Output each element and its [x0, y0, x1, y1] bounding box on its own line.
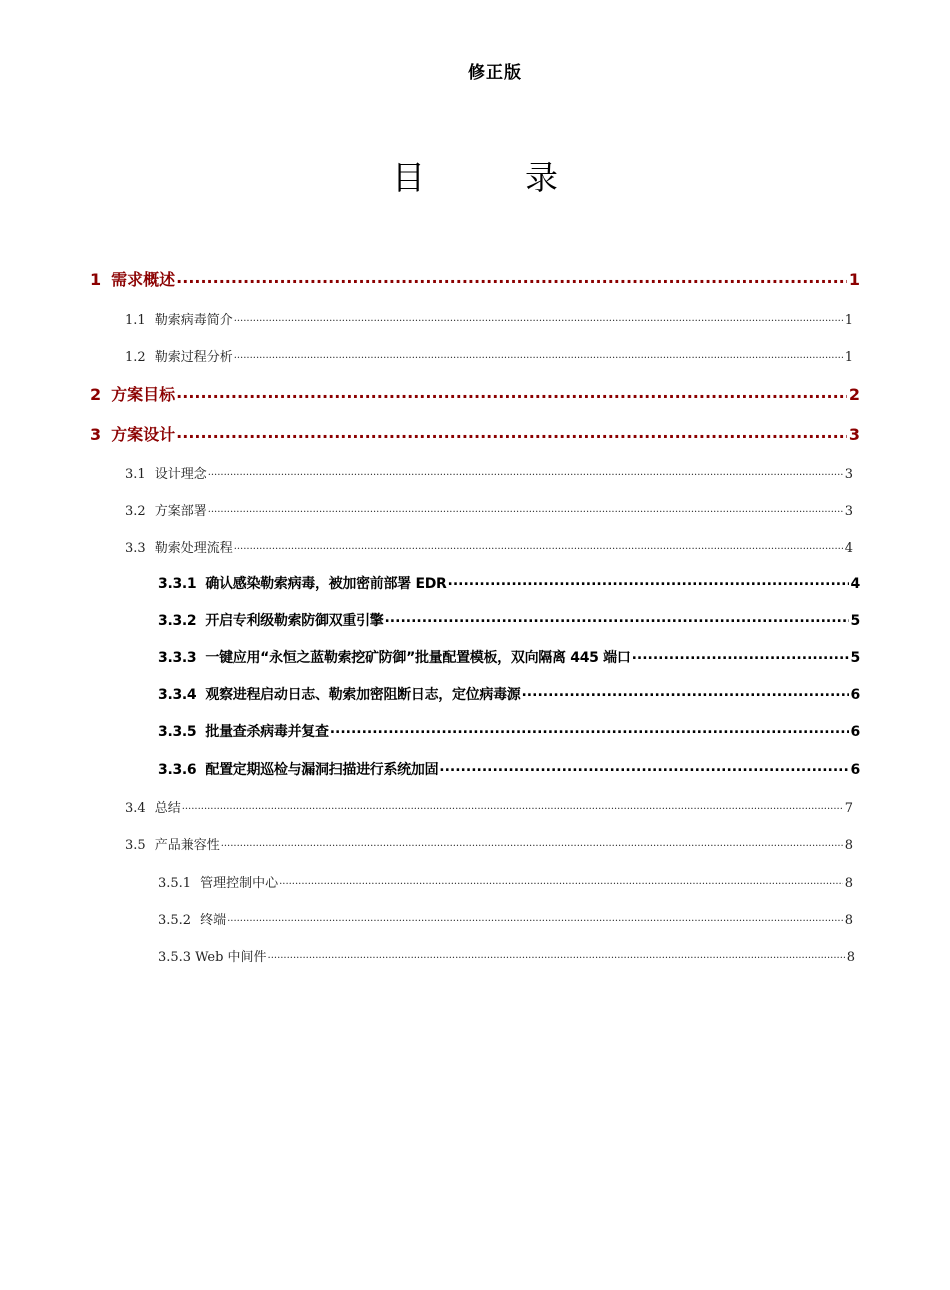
toc-leader-dots	[227, 911, 843, 924]
toc-entry-3-5[interactable]	[125, 834, 853, 853]
toc-heading	[0, 152, 950, 199]
toc-entry-page: 8	[844, 876, 853, 891]
toc-leader-dots	[521, 685, 848, 699]
toc-entry-1-1[interactable]	[125, 309, 853, 328]
toc-entry-text: 总结	[154, 801, 181, 816]
toc-entry-3-3-3[interactable]	[158, 647, 860, 667]
toc-leader-dots	[208, 465, 843, 478]
toc-entry-3-1[interactable]	[125, 463, 853, 482]
toc-entry-text: 确认感染勒索病毒，被加密前部署 EDR	[205, 576, 447, 592]
toc-entry-3-3-4[interactable]	[158, 684, 860, 704]
toc-entry-number: 1.2	[125, 350, 146, 365]
toc-entry-number: 1	[90, 270, 102, 289]
toc-entry-page: 8	[844, 838, 853, 853]
toc-leader-dots	[439, 760, 848, 774]
toc-leader-dots	[448, 574, 849, 588]
toc-leader-dots	[234, 348, 843, 361]
toc-entry-number: 3.5.3	[158, 950, 192, 965]
toc-entry-text: 一键应用“永恒之蓝勒索挖矿防御”批量配置模板，双向隔离 445 端口	[205, 650, 631, 666]
toc-entry-page: 8	[844, 913, 853, 928]
toc-leader-dots	[632, 648, 849, 662]
toc-entry-3-3-6[interactable]	[158, 759, 860, 779]
toc-entry-number: 3	[90, 425, 102, 444]
toc-entry-text: 勒索过程分析	[154, 350, 233, 365]
toc-leader-dots	[268, 948, 845, 961]
toc-entry-page: 3	[848, 425, 860, 444]
toc-heading-right: 录	[525, 158, 558, 197]
toc-entry-3-3-5[interactable]	[158, 721, 860, 741]
toc-leader-dots	[221, 836, 843, 849]
toc-entry-text: 方案设计	[111, 425, 176, 444]
toc-entry-text: 设计理念	[154, 467, 207, 482]
toc-leader-dots	[279, 874, 843, 887]
page-header-title: 修正版	[468, 63, 522, 83]
toc-entry-number: 3.3	[125, 541, 146, 556]
toc-entry-number: 3.4	[125, 801, 146, 816]
toc-entry-text: 产品兼容性	[154, 838, 220, 853]
toc-entry-text: 开启专利级勒索防御双重引擎	[205, 613, 384, 629]
toc-entry-3-2[interactable]	[125, 500, 853, 519]
toc-entry-number: 3.5.1	[158, 876, 192, 891]
toc-entry-number: 3.3.4	[158, 687, 197, 703]
toc-entry-page: 4	[850, 576, 860, 592]
toc-entry-number: 3.1	[125, 467, 146, 482]
toc-leader-dots	[182, 799, 843, 812]
toc-entry-text: 批量查杀病毒并复查	[205, 724, 329, 740]
toc-leader-dots	[176, 269, 847, 285]
toc-entry-page: 3	[844, 504, 853, 519]
toc-entry-page: 1	[844, 350, 853, 365]
toc-entry-number: 3.3.5	[158, 724, 197, 740]
toc-entry-page: 3	[844, 467, 853, 482]
toc-entry-text: 方案目标	[111, 385, 176, 404]
toc-entry-text: 观察进程启动日志、勒索加密阻断日志，定位病毒源	[205, 687, 521, 703]
toc-entry-page: 2	[848, 385, 860, 404]
toc-entry-3-3-2[interactable]	[158, 610, 860, 630]
toc-entry-text: 终端	[200, 913, 227, 928]
toc-entry-3-5-1[interactable]	[158, 872, 853, 891]
toc-entry-3-4[interactable]	[125, 797, 853, 816]
toc-entry-3[interactable]	[90, 422, 860, 445]
toc-entry-number: 2	[90, 385, 102, 404]
toc-entry-text: 方案部署	[154, 504, 207, 519]
toc-entry-text: 勒索处理流程	[154, 541, 233, 556]
toc-entry-text: 勒索病毒简介	[154, 313, 233, 328]
toc-entry-number: 3.5.2	[158, 913, 192, 928]
toc-leader-dots	[176, 384, 847, 400]
toc-leader-dots	[208, 502, 843, 515]
toc-entry-number: 3.3.2	[158, 613, 197, 629]
toc-entry-page: 6	[850, 762, 860, 778]
toc-leader-dots	[234, 311, 843, 324]
toc-entry-page: 8	[846, 950, 855, 965]
toc-entry-1[interactable]	[90, 267, 860, 290]
toc-leader-dots	[384, 611, 848, 625]
toc-entry-number: 3.3.6	[158, 762, 197, 778]
toc-entry-text: 配置定期巡检与漏洞扫描进行系统加固	[205, 762, 439, 778]
toc-entry-page: 5	[850, 650, 860, 666]
toc-entry-page: 7	[844, 801, 853, 816]
toc-leader-dots	[330, 722, 849, 736]
toc-entry-number: 1.1	[125, 313, 146, 328]
toc-entry-page: 5	[850, 613, 860, 629]
toc-entry-text: 需求概述	[111, 270, 176, 289]
toc-entry-number: 3.5	[125, 838, 146, 853]
toc-leader-dots	[176, 424, 847, 440]
toc-entry-3-3[interactable]	[125, 537, 853, 556]
toc-entry-number: 3.2	[125, 504, 146, 519]
toc-entry-1-2[interactable]	[125, 346, 853, 365]
toc-entry-page: 1	[844, 313, 853, 328]
toc-entry-3-3-1[interactable]	[158, 573, 860, 593]
toc-entry-3-5-2[interactable]	[158, 909, 853, 928]
toc-heading-left: 目	[392, 158, 425, 197]
toc-entry-text: Web 中间件	[195, 950, 267, 965]
toc-entry-page: 6	[850, 687, 860, 703]
toc-entry-number: 3.3.3	[158, 650, 197, 666]
toc-entry-page: 6	[850, 724, 860, 740]
toc-entry-text: 管理控制中心	[200, 876, 279, 891]
toc-entry-page: 4	[844, 541, 853, 556]
toc-entry-3-5-3[interactable]	[158, 946, 855, 965]
toc-entry-number: 3.3.1	[158, 576, 197, 592]
toc-entry-2[interactable]	[90, 382, 860, 405]
toc-leader-dots	[234, 539, 843, 552]
toc-entry-page: 1	[848, 270, 860, 289]
